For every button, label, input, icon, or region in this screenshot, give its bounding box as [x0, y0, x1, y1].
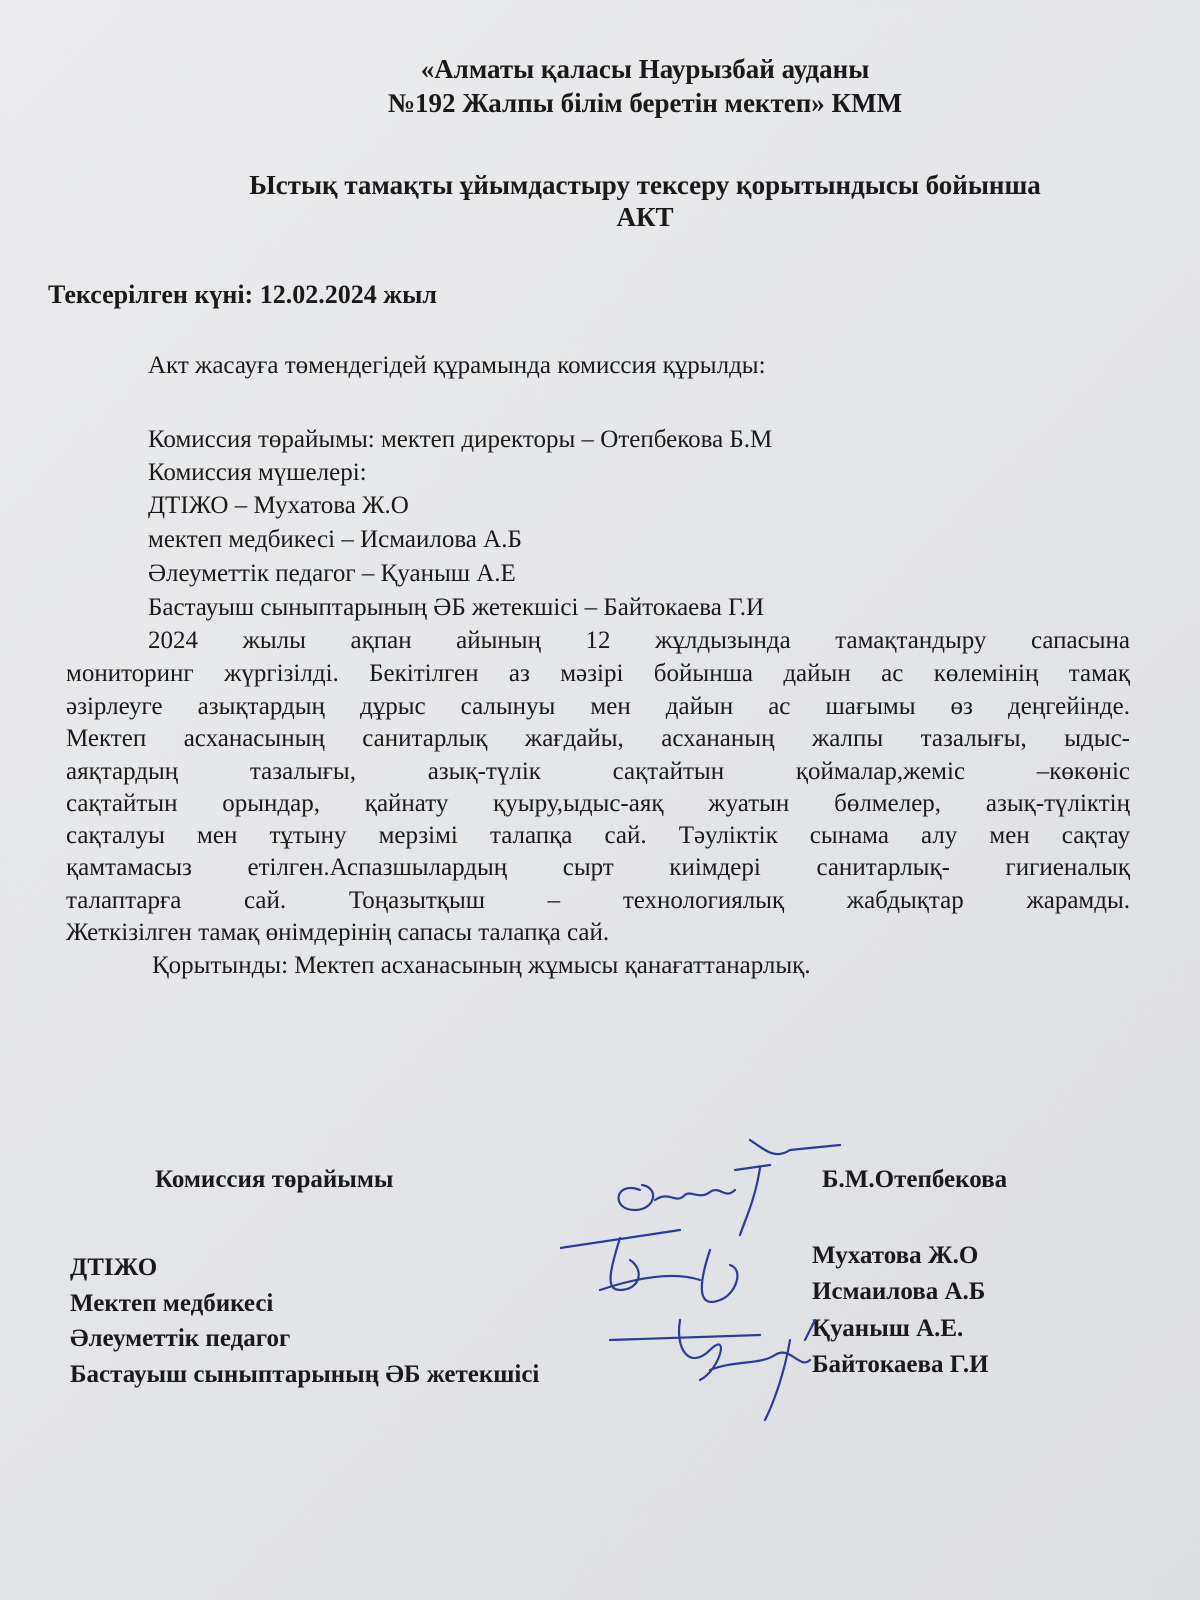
- paragraph-line: 2024 жылы ақпан айының 12 жұлдызында тамақтандыру сапасына: [148, 627, 1130, 654]
- paragraph-line: Мектеп асханасының санитарлық жағдайы, асхананың жалпы тазалығы, ыдыс-: [66, 725, 1130, 752]
- member: мектеп медбикесі – Исмаилова А.Б: [148, 526, 522, 553]
- signature-name: Қуаныш А.Е.: [812, 1315, 964, 1342]
- member: Бастауыш сыныптарының ӘБ жетекшісі – Байтокаева Г.И: [148, 594, 765, 621]
- handwritten-signatures: [560, 1130, 860, 1430]
- paragraph-line: талаптарға сай. Тоңазытқыш – технологиялық жабдықтар жарамды.: [66, 887, 1130, 914]
- members-label: Комиссия мүшелері:: [148, 459, 367, 486]
- org-name-line2: №192 Жалпы білім беретін мектеп» КММ: [387, 88, 903, 118]
- chair-role: Комиссия төрайымы: [155, 1166, 394, 1193]
- signature-role: Бастауыш сыныптарының ӘБ жетекшісі: [70, 1361, 540, 1388]
- org-name-line1: «Алматы қаласы Наурызбай ауданы: [420, 54, 870, 84]
- signature-name: Байтокаева Г.И: [812, 1351, 989, 1378]
- paragraph-line: аяқтардың тазалығы, азық-түлік сақтайтын қоймалар,жеміс –көкөніс: [66, 758, 1130, 785]
- conclusion: Қорытынды: Мектеп асханасының жұмысы қанағаттанарлық.: [152, 952, 811, 979]
- document-title: Ыстық тамақты ұйымдастыру тексеру қорытындысы бойынша: [249, 170, 1041, 200]
- signature-name: Мухатова Ж.О: [812, 1242, 979, 1269]
- paragraph-line: мониторинг жүргізілді. Бекітілген аз мәзірі бойынша дайын ас көлемінің тамақ: [66, 660, 1130, 687]
- signature-name: Исмаилова А.Б: [812, 1278, 986, 1305]
- paragraph-line: сақтайтын орындар, қайнату қуыру,ыдыс-аяқ жуатын бөлмелер, азық-түліктің: [66, 790, 1130, 817]
- signature-role: Әлеуметтік педагог: [70, 1325, 291, 1352]
- member: ДТІЖО – Мухатова Ж.О: [148, 492, 409, 519]
- paragraph-line: қамтамасыз етілген.Аспазшылардың сырт киімдері санитарлық- гигиеналық: [66, 854, 1130, 881]
- inspection-date: Тексерілген күні: 12.02.2024 жыл: [48, 280, 437, 309]
- paragraph-line: әзірлеуге азықтардың дұрыс салынуы мен дайын ас шағымы өз деңгейінде.: [66, 693, 1130, 720]
- intro-text: Акт жасауға төмендегідей құрамында комиссия құрылды:: [148, 352, 766, 379]
- member: Әлеуметтік педагог – Қуаныш А.Е: [148, 560, 516, 587]
- commission-chair: Комиссия төрайымы: мектеп директоры – Отепбекова Б.М: [148, 426, 773, 453]
- document-type: АКТ: [616, 202, 674, 232]
- chair-name: Б.М.Отепбекова: [822, 1166, 1008, 1193]
- paragraph-line: сақталуы мен тұтыну мерзімі талапқа сай. Тәуліктік сынама алу мен сақтау: [66, 822, 1130, 849]
- signature-role: Мектеп медбикесі: [70, 1290, 274, 1317]
- signature-role: ДТІЖО: [70, 1254, 158, 1281]
- paragraph-line: Жеткізілген тамақ өнімдерінің сапасы талапқа сай.: [66, 919, 610, 946]
